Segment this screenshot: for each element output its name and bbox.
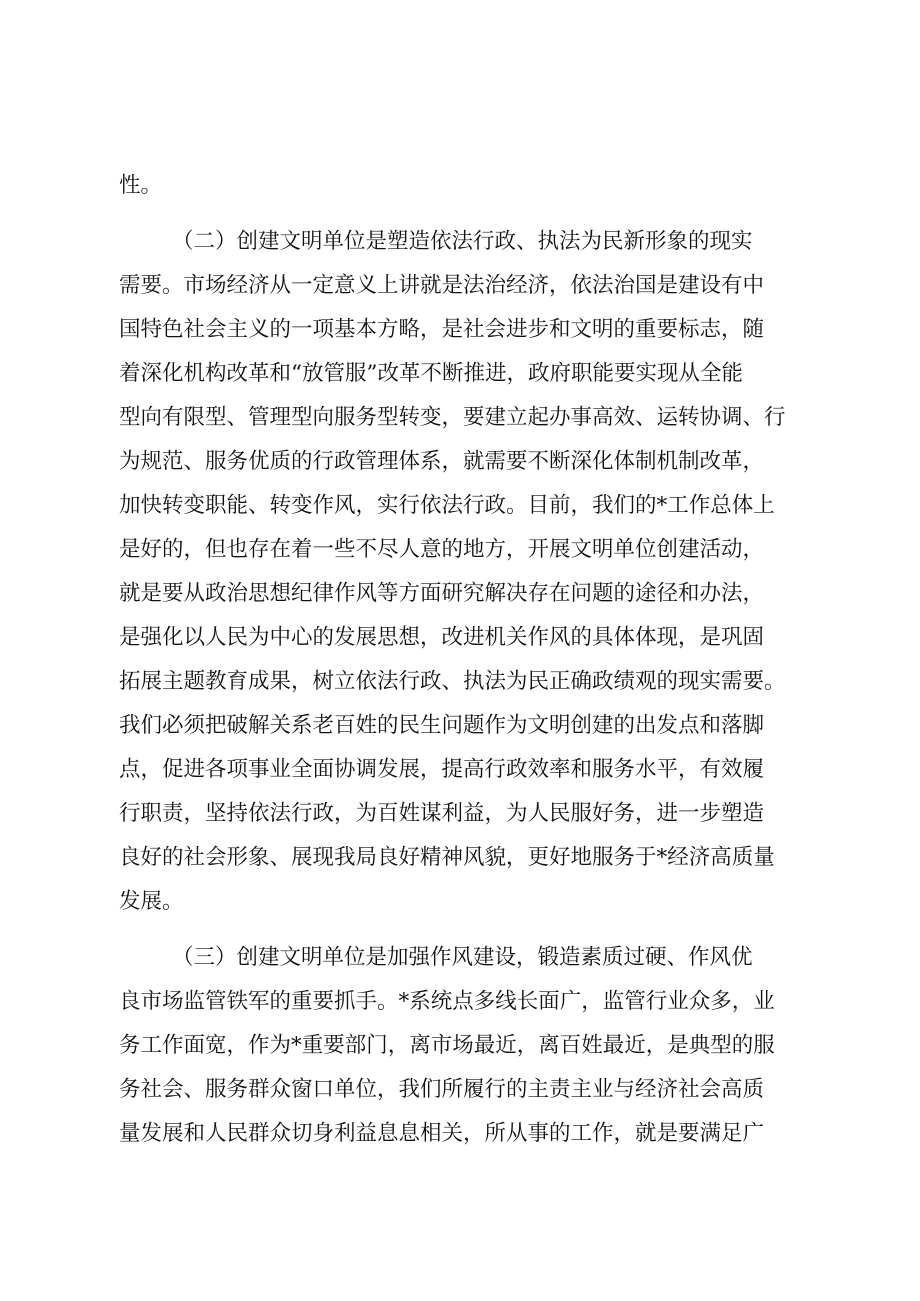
text-line: 性。 bbox=[119, 173, 163, 198]
text-line: 量发展和人民群众切身利益息息相关，所从事的工作，就是要满足广 bbox=[119, 1121, 765, 1146]
text-line: 点，促进各项事业全面协调发展，提高行政效率和服务水平，有效履 bbox=[119, 757, 765, 782]
text-line: 我们必须把破解关系老百姓的民生问题作为文明创建的出发点和落脚 bbox=[119, 713, 765, 738]
text-line: 型向有限型、管理型向服务型转变，要建立起办事高效、运转协调、行 bbox=[119, 405, 786, 430]
section-heading-2: （二）创建文明单位是塑造依法行政、执法为民新形象的现实 bbox=[172, 229, 753, 254]
text-line: 是强化以人民为中心的发展思想，改进机关作风的具体体现，是巩固 bbox=[119, 625, 765, 650]
text-line: 为规范、服务优质的行政管理体系，就需要不断深化体制机制改革， bbox=[119, 449, 765, 474]
text-line: 务工作面宽，作为*重要部门，离市场最近，离百姓最近，是典型的服 bbox=[119, 1033, 775, 1058]
text-line: 务社会、服务群众窗口单位，我们所履行的主责主业与经济社会高质 bbox=[119, 1077, 765, 1102]
text-line: 良好的社会形象、展现我局良好精神风貌，更好地服务于*经济高质量 bbox=[119, 845, 775, 870]
section-heading-3: （三）创建文明单位是加强作风建设，锻造素质过硬、作风优 bbox=[172, 945, 753, 970]
text-line: 良市场监管铁军的重要抓手。*系统点多线长面广，监管行业众多，业 bbox=[119, 989, 775, 1014]
text-line: 发展。 bbox=[119, 889, 184, 914]
text-line: 着深化机构改革和“放管服”改革不断推进，政府职能要实现从全能 bbox=[119, 361, 743, 386]
text-line: 就是要从政治思想纪律作风等方面研究解决存在问题的途径和办法， bbox=[119, 581, 765, 606]
text-line: 拓展主题教育成果，树立依法行政、执法为民正确政绩观的现实需要。 bbox=[119, 669, 786, 694]
text-line: 需要。市场经济从一定意义上讲就是法治经济，依法治国是建设有中 bbox=[119, 273, 765, 298]
text-line: 国特色社会主义的一项基本方略，是社会进步和文明的重要标志，随 bbox=[119, 317, 765, 342]
text-line: 加快转变职能、转变作风，实行依法行政。目前，我们的*工作总体上 bbox=[119, 493, 775, 518]
text-line: 是好的，但也存在着一些不尽人意的地方，开展文明单位创建活动， bbox=[119, 537, 765, 562]
text-line: 行职责，坚持依法行政，为百姓谋利益，为人民服好务，进一步塑造 bbox=[119, 801, 765, 826]
